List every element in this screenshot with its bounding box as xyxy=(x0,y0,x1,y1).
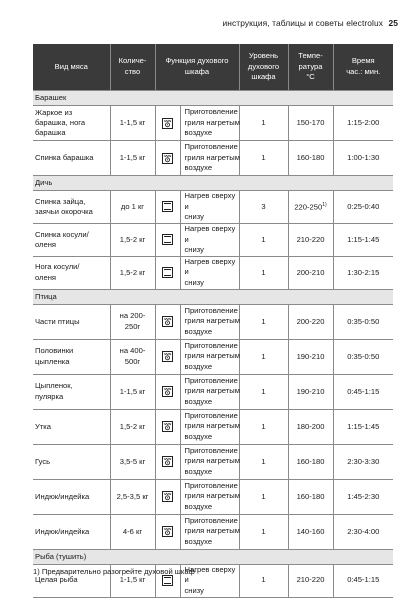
level-cell: 1 xyxy=(239,339,288,374)
temperature-cell xyxy=(288,223,333,256)
function-cell xyxy=(155,514,239,549)
section-row xyxy=(33,91,393,106)
level-cell: 1 xyxy=(239,141,288,176)
fan-grill-icon xyxy=(156,421,180,432)
amount-cell: 1-1,5 кг xyxy=(110,374,155,409)
temperature-value: 140-160 xyxy=(296,526,325,536)
fan-grill-icon xyxy=(156,316,180,327)
section-title: Птица xyxy=(33,289,393,304)
function-cell xyxy=(155,223,239,256)
temperature-value: 160-180 xyxy=(296,491,325,501)
temperature-cell xyxy=(288,141,333,176)
page-header xyxy=(223,18,399,28)
meat-type-cell: Жаркое из барашка, нога барашка xyxy=(33,106,110,141)
level-cell: 1 xyxy=(239,444,288,479)
top-bottom-heat-icon xyxy=(156,234,180,245)
temperature-cell xyxy=(288,191,333,224)
temperature-value: 200-210 xyxy=(296,267,325,277)
table-row xyxy=(33,479,393,514)
table-row xyxy=(33,444,393,479)
time-cell: 1:45-2:30 xyxy=(333,479,393,514)
table-row xyxy=(33,141,393,176)
temperature-cell xyxy=(288,514,333,549)
temperature-value: 150-170 xyxy=(296,117,325,127)
fan-grill-icon xyxy=(156,526,180,537)
time-cell: 1:15-1:45 xyxy=(333,409,393,444)
top-bottom-heat-icon xyxy=(156,201,180,212)
function-label: Приготовление гриля нагретым воздухе xyxy=(180,305,240,339)
temperature-value: 180-200 xyxy=(296,421,325,431)
temperature-value: 190-210 xyxy=(296,351,325,361)
temperature-cell xyxy=(288,374,333,409)
function-label: Приготовление гриля нагретым воздухе xyxy=(180,410,240,444)
function-label: Приготовление гриля нагретым воздухе xyxy=(180,141,240,175)
section-row xyxy=(33,176,393,191)
column-header-function: Функция духового шкафа xyxy=(155,44,239,91)
page-number: 25 xyxy=(388,18,398,28)
table-row xyxy=(33,339,393,374)
function-label: Приготовление гриля нагретым воздухе xyxy=(180,515,240,549)
temperature-cell xyxy=(288,564,333,597)
level-cell: 1 xyxy=(239,374,288,409)
amount-cell: 1,5-2 кг xyxy=(110,256,155,289)
roasting-table xyxy=(33,44,393,598)
level-cell: 3 xyxy=(239,191,288,224)
time-cell: 0:35-0:50 xyxy=(333,339,393,374)
table-row xyxy=(33,223,393,256)
temperature-value: 220-250 xyxy=(294,202,323,212)
level-cell: 1 xyxy=(239,256,288,289)
amount-cell: 4-6 кг xyxy=(110,514,155,549)
table-header-row xyxy=(33,44,393,91)
top-bottom-heat-icon xyxy=(156,575,180,586)
level-cell: 1 xyxy=(239,223,288,256)
function-cell xyxy=(155,339,239,374)
table-body xyxy=(33,91,393,598)
header-text: инструкция, таблицы и советы electrolux xyxy=(222,18,384,28)
footnote: 1) Предварительно разогрейте духовой шкаф xyxy=(33,567,195,576)
meat-type-cell: Гусь xyxy=(33,444,110,479)
level-cell: 1 xyxy=(239,106,288,141)
meat-type-cell: Цыпленок, пулярка xyxy=(33,374,110,409)
meat-type-cell: Утка xyxy=(33,409,110,444)
temperature-value: 160-180 xyxy=(296,152,325,162)
fan-grill-icon xyxy=(156,351,180,362)
temperature-cell xyxy=(288,479,333,514)
amount-cell: 1-1,5 кг xyxy=(110,106,155,141)
temperature-cell xyxy=(288,339,333,374)
fan-grill-icon xyxy=(156,491,180,502)
function-label: Приготовление гриля нагретым воздухе xyxy=(180,480,240,514)
table-row xyxy=(33,374,393,409)
column-header-meat: Вид мяса xyxy=(33,44,110,91)
meat-type-cell: Спинка зайца, заячьи окорочка xyxy=(33,191,110,224)
meat-type-cell: Целая рыба xyxy=(33,564,110,597)
time-cell: 0:45-1:15 xyxy=(333,374,393,409)
table-row xyxy=(33,304,393,339)
meat-type-cell: Спинка косули/ оленя xyxy=(33,223,110,256)
fan-grill-icon xyxy=(156,153,180,164)
function-cell xyxy=(155,374,239,409)
table-row xyxy=(33,409,393,444)
temperature-value: 160-180 xyxy=(296,456,325,466)
amount-cell: до 1 кг xyxy=(110,191,155,224)
function-cell xyxy=(155,409,239,444)
level-cell: 1 xyxy=(239,514,288,549)
temperature-value: 210-220 xyxy=(296,234,325,244)
meat-type-cell: Индюк/индейка xyxy=(33,514,110,549)
function-label: Нагрев сверху и снизу xyxy=(180,224,239,256)
time-cell: 0:45-1:15 xyxy=(333,564,393,597)
function-label: Нагрев сверху и снизу xyxy=(180,565,239,597)
time-cell: 2:30-4:00 xyxy=(333,514,393,549)
amount-cell: на 400- 500г xyxy=(110,339,155,374)
amount-cell: 1-1,5 кг xyxy=(110,141,155,176)
column-header-temperature: Темпе- ратура °C xyxy=(288,44,333,91)
amount-cell: 1,5-2 кг xyxy=(110,223,155,256)
amount-cell: 1,5-2 кг xyxy=(110,409,155,444)
meat-type-cell: Половинки цыпленка xyxy=(33,339,110,374)
table-row xyxy=(33,514,393,549)
function-label: Приготовление гриля нагретым воздухе xyxy=(180,106,240,140)
level-cell: 1 xyxy=(239,564,288,597)
meat-type-cell: Индюк/индейка xyxy=(33,479,110,514)
temperature-cell xyxy=(288,106,333,141)
column-header-amount: Количе- ство xyxy=(110,44,155,91)
temperature-value: 200-220 xyxy=(296,316,325,326)
time-cell: 1:15-2:00 xyxy=(333,106,393,141)
fan-grill-icon xyxy=(156,456,180,467)
section-title: Дичь xyxy=(33,176,393,191)
function-label: Приготовление гриля нагретым воздухе xyxy=(180,340,240,374)
function-cell xyxy=(155,106,239,141)
fan-grill-icon xyxy=(156,386,180,397)
section-title: Барашек xyxy=(33,91,393,106)
temperature-cell xyxy=(288,304,333,339)
level-cell: 1 xyxy=(239,409,288,444)
amount-cell: 2,5-3,5 кг xyxy=(110,479,155,514)
table-row xyxy=(33,191,393,224)
footnote-marker: 1) xyxy=(322,201,327,208)
section-row xyxy=(33,289,393,304)
function-label: Нагрев сверху и снизу xyxy=(180,257,239,289)
level-cell: 1 xyxy=(239,479,288,514)
function-cell xyxy=(155,304,239,339)
temperature-value: 190-210 xyxy=(296,386,325,396)
time-cell: 0:25-0:40 xyxy=(333,191,393,224)
function-label: Приготовление гриля нагретым воздухе xyxy=(180,445,240,479)
time-cell: 1:30-2:15 xyxy=(333,256,393,289)
column-header-level: Уровень духового шкафа xyxy=(239,44,288,91)
function-cell xyxy=(155,141,239,176)
level-cell: 1 xyxy=(239,304,288,339)
meat-type-cell: Части птицы xyxy=(33,304,110,339)
function-label: Приготовление гриля нагретым воздухе xyxy=(180,375,240,409)
top-bottom-heat-icon xyxy=(156,267,180,278)
amount-cell: на 200- 250г xyxy=(110,304,155,339)
amount-cell: 3,5-5 кг xyxy=(110,444,155,479)
temperature-cell xyxy=(288,256,333,289)
temperature-value: 210-220 xyxy=(296,575,325,585)
time-cell: 1:15-1:45 xyxy=(333,223,393,256)
table-row xyxy=(33,256,393,289)
table-row xyxy=(33,106,393,141)
time-cell: 0:35-0:50 xyxy=(333,304,393,339)
function-cell xyxy=(155,256,239,289)
temperature-cell xyxy=(288,409,333,444)
meat-type-cell: Спинка барашка xyxy=(33,141,110,176)
fan-grill-icon xyxy=(156,118,180,129)
function-cell xyxy=(155,191,239,224)
section-title: Рыба (тушить) xyxy=(33,549,393,564)
function-cell xyxy=(155,479,239,514)
time-cell: 2:30-3:30 xyxy=(333,444,393,479)
temperature-cell xyxy=(288,444,333,479)
function-label: Нагрев сверху и снизу xyxy=(180,191,239,223)
time-cell: 1:00-1:30 xyxy=(333,141,393,176)
amount-cell: 1-1,5 кг xyxy=(110,564,155,597)
meat-type-cell: Нога косули/ оленя xyxy=(33,256,110,289)
function-cell xyxy=(155,444,239,479)
section-row xyxy=(33,549,393,564)
column-header-time: Время час.: мин. xyxy=(333,44,393,91)
